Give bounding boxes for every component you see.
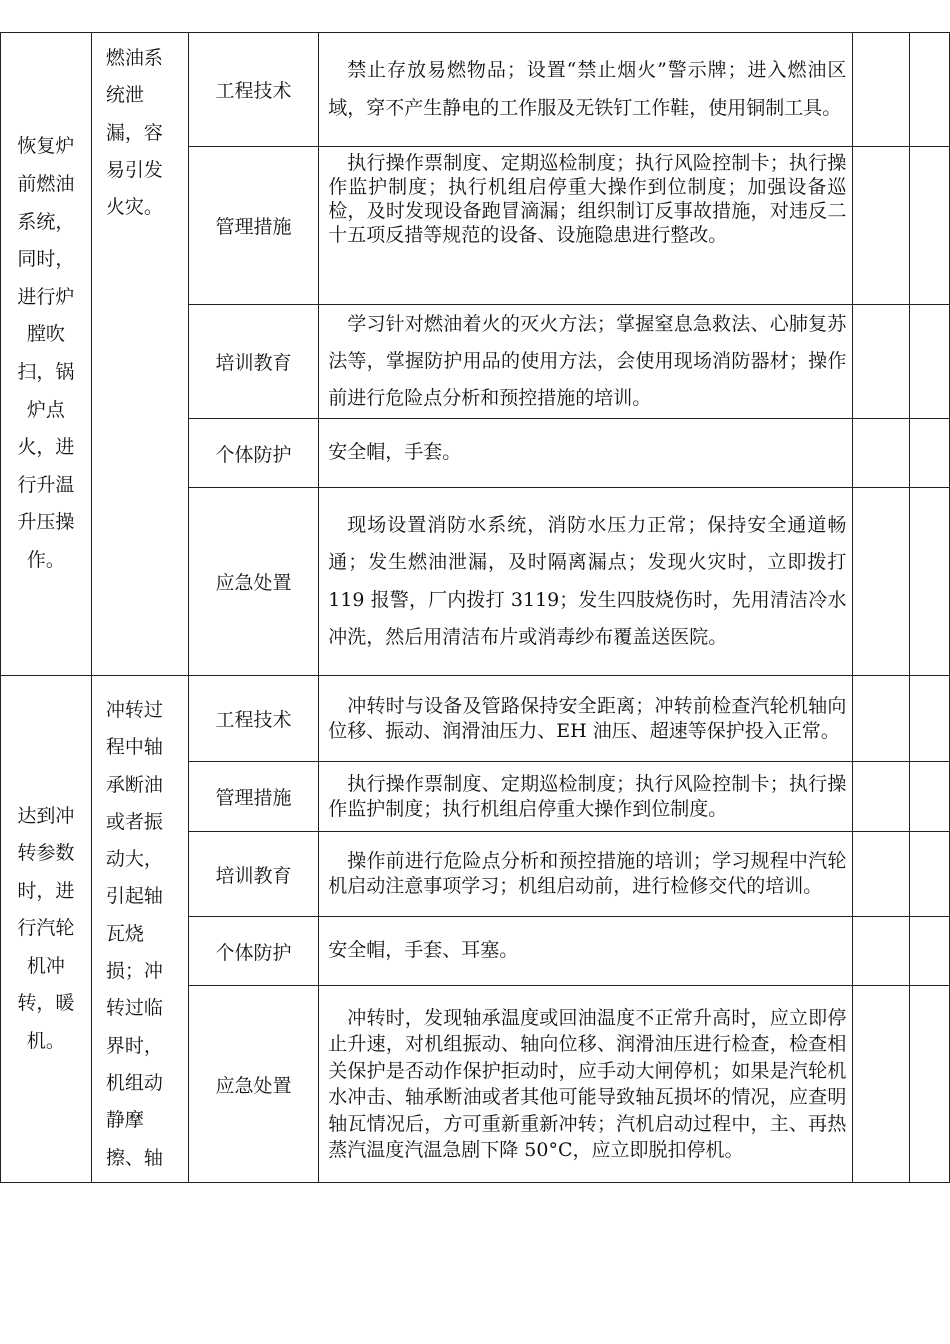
blank-cell	[853, 832, 910, 917]
measure-text: 操作前进行危险点分析和预控措施的培训；学习规程中汽轮机启动注意事项学习；机组启动前，进行检修交代的培训。	[319, 832, 853, 917]
measure-category: 管理措施	[188, 762, 319, 832]
blank-cell	[910, 676, 950, 762]
blank-cell	[910, 305, 950, 419]
hazard-cell: 燃油系统泄漏，容易引发火灾。	[91, 33, 188, 676]
measure-text: 安全帽，手套。	[319, 419, 853, 488]
blank-cell	[853, 147, 910, 305]
table-row	[1, 676, 950, 762]
blank-cell	[853, 762, 910, 832]
measure-text: 禁止存放易燃物品；设置“禁止烟火”警示牌；进入燃油区域，穿不产生静电的工作服及无铁钉工作鞋，使用铜制工具。	[319, 33, 853, 147]
blank-cell	[853, 488, 910, 676]
risk-control-table	[0, 32, 950, 1183]
operation-step-cell: 恢复炉前燃油系统，同时，进行炉膛吹扫，锅炉点火，进行升温升压操作。	[1, 33, 92, 676]
measure-category: 培训教育	[188, 832, 319, 917]
blank-cell	[910, 762, 950, 832]
blank-cell	[853, 33, 910, 147]
measure-category: 个体防护	[188, 917, 319, 986]
table-row	[1, 33, 950, 147]
blank-cell	[910, 147, 950, 305]
blank-cell	[910, 419, 950, 488]
blank-cell	[910, 33, 950, 147]
measure-category: 工程技术	[188, 676, 319, 762]
measure-text: 执行操作票制度、定期巡检制度；执行风险控制卡；执行操作监护制度；执行机组启停重大操作到位制度。	[319, 762, 853, 832]
blank-cell	[910, 917, 950, 986]
measure-category: 应急处置	[188, 986, 319, 1183]
measure-category: 个体防护	[188, 419, 319, 488]
measure-category: 应急处置	[188, 488, 319, 676]
measure-text: 冲转时与设备及管路保持安全距离；冲转前检查汽轮机轴向位移、振动、润滑油压力、EH 油压、超速等保护投入正常。	[319, 676, 853, 762]
blank-cell	[910, 986, 950, 1183]
hazard-cell: 冲转过程中轴承断油或者振动大，引起轴瓦烧损；冲转过临界时，机组动静摩擦、轴	[91, 676, 188, 1183]
measure-category: 培训教育	[188, 305, 319, 419]
blank-cell	[853, 676, 910, 762]
measure-text: 现场设置消防水系统，消防水压力正常；保持安全通道畅通；发生燃油泄漏，及时隔离漏点；发现火灾时，立即拨打 119 报警，厂内拨打 3119；发生四肢烧伤时，先用清洁冷水冲洗，然后用清洁布片或消毒纱布覆盖送医院。	[319, 488, 853, 676]
measure-text: 安全帽，手套、耳塞。	[319, 917, 853, 986]
operation-step-cell: 达到冲转参数时，进行汽轮机冲转，暖机。	[1, 676, 92, 1183]
blank-cell	[853, 986, 910, 1183]
blank-cell	[853, 419, 910, 488]
blank-cell	[853, 305, 910, 419]
measure-text: 执行操作票制度、定期巡检制度；执行风险控制卡；执行操作监护制度；执行机组启停重大操作到位制度；加强设备巡检，及时发现设备跑冒滴漏；组织制订反事故措施，对违反二十五项反措等规范的设备、设施隐患进行整改。	[319, 147, 853, 305]
blank-cell	[910, 832, 950, 917]
blank-cell	[910, 488, 950, 676]
measure-text: 冲转时，发现轴承温度或回油温度不正常升高时，应立即停止升速，对机组振动、轴向位移、润滑油压进行检查，检查相关保护是否动作保护拒动时，应手动大闸停机；如果是汽轮机水冲击、轴承断油或者其他可能导致轴瓦损坏的情况，应查明轴瓦情况后，方可重新重新冲转；汽机启动过程中，主、再热蒸汽温度汽温急剧下降 50°C，应立即脱扣停机。	[319, 986, 853, 1183]
blank-cell	[853, 917, 910, 986]
measure-category: 管理措施	[188, 147, 319, 305]
measure-category: 工程技术	[188, 33, 319, 147]
measure-text: 学习针对燃油着火的灭火方法；掌握窒息急救法、心肺复苏法等，掌握防护用品的使用方法，会使用现场消防器材；操作前进行危险点分析和预控措施的培训。	[319, 305, 853, 419]
